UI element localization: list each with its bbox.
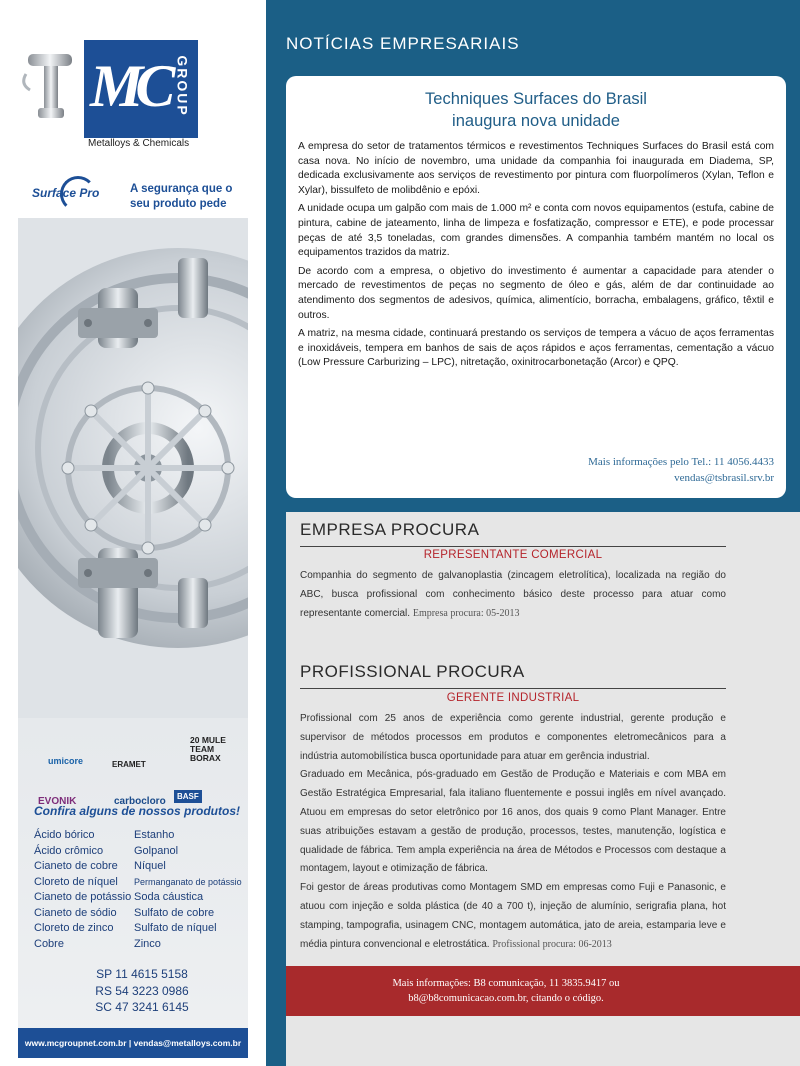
profissional-paragraph: Graduado em Mecânica, pós-graduado em Gestão de Produção e Materiais e com MBA em Gestão Estratégica Empresarial, fala italiano fluentemente e possui inglês em nível avançado. Atuou em empresas do setor eletrônico por 16 anos, dos quais 9 como Plant Manager. Entre suas atribuições estavam a gestão de produção, processos, testes, manutenção, logística e qualidade de fábrica. Tem ampla experiência na área de Métodos e Processos com destaque a montagem, layout e otimização de fábrica. [300, 769, 726, 875]
phone-sp: SP 11 4615 5158 [96, 967, 188, 981]
news-paragraph: A unidade ocupa um galpão com mais de 1.000 m² e conta com novos equipamentos (estufa, cabine de pintura, cabine de jateamento, linha de limpeza e fosfatização, compressor e ETE), e pode processar peças de até 3,5 toneladas, com grandes dimensões. A companhia também mantém no local os equipamentos trazidos da matriz. [298, 203, 774, 259]
ad-header [18, 18, 248, 218]
profissional-procura-subtitle: GERENTE INDUSTRIAL [446, 692, 580, 704]
news-contact-email[interactable]: vendas@tsbrasil.srv.br [674, 472, 774, 484]
news-paragraph: A matriz, na mesma cidade, continuará prestando os serviços de tempera a vácuo de aços ferramentas e inoxidáveis, tempera em banhos de sais de aços rápidos e aços ferramentas, cementação a vácuo (Low Pressure Carburizing – LPC), nitretação, oxinitrocarbonetação (Arcor) e QPQ. [298, 328, 774, 369]
ad-footer-links[interactable]: www.mcgroupnet.com.br | vendas@metalloys.com.br [18, 1028, 248, 1058]
basf-logo: BASF [174, 790, 202, 803]
divider [300, 546, 726, 547]
faucet-image [20, 44, 80, 132]
product-item: Níquel [134, 860, 166, 872]
product-item: Ácido crômico [34, 844, 104, 857]
product-item: Golpanol [134, 844, 179, 857]
product-item: Cianeto de potássio [34, 891, 132, 903]
profissional-paragraph: Profissional com 25 anos de experiência como gerente industrial, gerente produção e supervisor de métodos processos em produtos e componentes eletromecânicos para a indústria automobilística busca oportunidade para atuar em gerência industrial. [300, 713, 726, 762]
umicore-logo: umicore [48, 756, 84, 766]
divider [300, 688, 726, 689]
products-title: Confira alguns de nossos produtos! [34, 804, 241, 818]
info-text: Mais informações: B8 comunicação, 11 3835.9417 ou b8@b8comunicacao.com.br, citando o código. [392, 978, 620, 1004]
profissional-procura-body [300, 710, 726, 954]
empresa-procura-body [300, 567, 726, 623]
product-item: Cianeto de cobre [34, 860, 118, 872]
product-item: Cloreto de níquel [34, 875, 118, 888]
news-title: Techniques Surfaces do Brasil inaugura nova unidade [425, 90, 647, 130]
news-contact [588, 454, 774, 486]
section-title: NOTÍCIAS EMPRESARIAIS [286, 34, 520, 53]
product-item: Cloreto de zinco [34, 922, 114, 934]
surface-pro-logo: Surface Pro [32, 182, 128, 206]
empresa-procura-title: EMPRESA PROCURA [300, 520, 480, 539]
news-paragraph: De acordo com a empresa, o objetivo do investimento é aumentar a capacidade para atender o mercado de revestimentos de peças no segmento de óleo e gás, além de dar continuidade ao atendimento dos segmentos de adesivos, química, alimentício, borracha, embalagens, gráfico, têxtil e outros. [298, 265, 774, 321]
phone-numbers [82, 966, 202, 1016]
product-item: Cobre [34, 937, 64, 950]
ad-slogan: A segurança que o seu produto pede [130, 183, 233, 210]
empresa-procura-code: Empresa procura: 05-2013 [412, 607, 520, 619]
borax-logo: 20 MULE TEAM BORAX [190, 735, 226, 763]
news-section [266, 0, 800, 1066]
product-item: Ácido bórico [34, 829, 95, 841]
product-item: Soda cáustica [134, 891, 204, 903]
phone-sc: SC 47 3241 6145 [95, 1000, 189, 1014]
vault-door-image [18, 218, 248, 718]
product-item: Sulfato de níquel [134, 922, 217, 934]
product-item: Permanganato de potássio [134, 876, 242, 887]
empresa-procura-subtitle: REPRESENTANTE COMERCIAL [423, 549, 603, 561]
news-contact-phone: Mais informações pelo Tel.: 11 4056.4433 [588, 456, 774, 468]
phone-rs: RS 54 3223 0986 [95, 983, 189, 998]
news-card [286, 76, 786, 498]
profissional-procura-code: Profissional procura: 06-2013 [492, 938, 612, 950]
product-item: Cianeto de sódio [34, 906, 117, 919]
partner-logos [18, 718, 248, 808]
advertisement-mc-group[interactable] [18, 18, 248, 1058]
products-column-left [34, 828, 131, 952]
products-column-right [134, 828, 242, 952]
profissional-procura-title: PROFISSIONAL PROCURA [300, 662, 525, 681]
evonik-logo: EVONIK [38, 796, 77, 807]
mc-logo: MC [84, 40, 178, 138]
empresa-procura-text: Companhia do segmento de galvanoplastia (zincagem eletrolítica), localizada na região do ABC, busca profissional com conhecimento básico deste processo para atuar como representante comercial. [300, 570, 726, 619]
info-bar [286, 966, 800, 1016]
news-body [298, 140, 774, 375]
news-paragraph: A empresa do setor de tratamentos térmicos e revestimentos Techniques Surfaces do Brasil está com casa nova. No início de novembro, uma unidade da companhia foi inaugurada em Diadema, SP, dedicada exclusivamente aos serviços de revestimento por pintura com fluorpolímeros (Xylan, Teflon e Xylar), bissulfeto de molibdênio e epóxi. [298, 141, 774, 196]
carbocloro-logo: carbocloro [114, 796, 166, 807]
group-logo-bar: GROUP [178, 40, 198, 138]
product-item: Estanho [134, 829, 175, 841]
product-item: Zinco [134, 937, 161, 950]
ad-tagline: Metalloys & Chemicals [88, 138, 190, 149]
eramet-logo: ERAMET [112, 760, 146, 769]
product-item: Sulfato de cobre [134, 906, 215, 919]
profissional-paragraph: Foi gestor de áreas produtivas como Montagem SMD em empresas como Fuji e Panasonic, e atuou com injeção e solda plástica (de 40 a 700 t), injeção de alumínio, serigrafia plana, hot stamping, tampografia, usinagem CNC, montagem automática, jato de areia, estamparia leve e média pintura convencional e eletrostática. [300, 882, 726, 950]
